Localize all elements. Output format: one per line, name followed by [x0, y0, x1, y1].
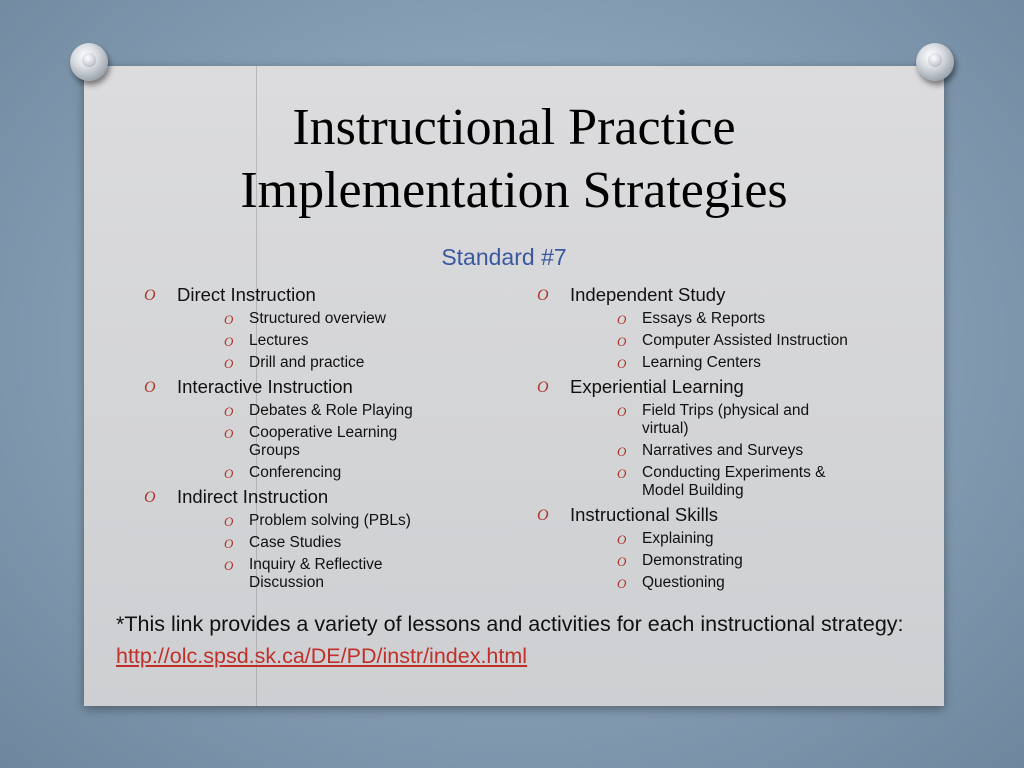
sub-item	[144, 512, 504, 530]
sub-item	[537, 332, 897, 350]
sub-item	[144, 402, 504, 420]
item-label: Experiential Learning	[570, 376, 744, 397]
pushpin-icon	[70, 43, 108, 81]
sub-item-label: Problem solving (PBLs)	[249, 512, 411, 529]
bullet-icon: O	[224, 404, 234, 419]
sub-item-label: Computer Assisted Instruction	[642, 332, 848, 349]
sub-item-label: Essays & Reports	[642, 310, 766, 327]
sub-item	[537, 402, 897, 438]
sub-item-label: Inquiry & Reflective Discussion	[249, 556, 383, 591]
right-column	[537, 284, 897, 596]
bullet-icon: O	[617, 334, 627, 349]
sub-item	[537, 530, 897, 548]
sub-item-label: Conducting Experiments & Model Building	[642, 464, 826, 499]
bullet-icon: O	[617, 554, 627, 569]
bullet-icon: O	[224, 466, 234, 481]
item-label: Interactive Instruction	[177, 376, 353, 397]
bullet-icon: O	[224, 514, 234, 529]
sub-item	[537, 310, 897, 328]
list-item	[144, 376, 504, 398]
bullet-icon: O	[617, 444, 627, 459]
bullet-icon: O	[224, 558, 234, 573]
sub-item-label: Narratives and Surveys	[642, 442, 804, 459]
bullet-icon: O	[617, 576, 627, 591]
sub-item	[144, 424, 504, 460]
bullet-icon: O	[537, 507, 549, 524]
item-label: Instructional Skills	[570, 504, 719, 525]
bullet-icon: O	[144, 379, 156, 396]
bullet-icon: O	[617, 312, 627, 327]
bullet-icon: O	[537, 287, 549, 304]
sub-item	[144, 354, 504, 372]
sub-item-label: Field Trips (physical and virtual)	[642, 402, 810, 437]
sub-item-label: Cooperative Learning Groups	[249, 424, 398, 459]
sub-item-label: Case Studies	[249, 534, 342, 551]
sub-item-label: Demonstrating	[642, 552, 743, 569]
sub-item	[144, 310, 504, 328]
sub-item	[537, 574, 897, 592]
bullet-icon: O	[144, 287, 156, 304]
title-line-2: Implementation Strategies	[240, 162, 788, 219]
list-item	[144, 284, 504, 306]
bullet-icon: O	[224, 356, 234, 371]
slide-title	[84, 96, 944, 222]
sub-item	[537, 354, 897, 372]
sub-item-label: Conferencing	[249, 464, 342, 481]
pushpin-icon	[916, 43, 954, 81]
sub-item	[537, 464, 897, 500]
bullet-icon: O	[537, 379, 549, 396]
sub-item	[537, 552, 897, 570]
item-label: Independent Study	[570, 284, 726, 305]
sub-item	[144, 556, 504, 592]
title-line-1: Instructional Practice	[292, 99, 736, 156]
bullet-icon: O	[617, 404, 627, 419]
item-label: Direct Instruction	[177, 284, 316, 305]
item-label: Indirect Instruction	[177, 486, 329, 507]
footer-text: *This link provides a variety of lessons and activities for each instructional strategy:	[116, 612, 904, 636]
footer-note	[116, 608, 926, 672]
bullet-icon: O	[617, 356, 627, 371]
bullet-icon: O	[617, 466, 627, 481]
bullet-icon: O	[617, 532, 627, 547]
bullet-icon: O	[224, 312, 234, 327]
left-column	[144, 284, 504, 596]
sub-item	[144, 332, 504, 350]
bullet-icon: O	[224, 536, 234, 551]
sub-item-label: Lectures	[249, 332, 309, 349]
sub-item-label: Drill and practice	[249, 354, 365, 371]
bullet-icon: O	[144, 489, 156, 506]
list-item	[144, 486, 504, 508]
sub-item-label: Explaining	[642, 530, 714, 547]
list-item	[537, 504, 897, 526]
sub-item	[144, 534, 504, 552]
bullet-icon: O	[224, 426, 234, 441]
sub-item-label: Learning Centers	[642, 354, 761, 371]
bullet-icon: O	[224, 334, 234, 349]
slide-subtitle: Standard #7	[441, 244, 567, 270]
sub-item	[144, 464, 504, 482]
list-item	[537, 376, 897, 398]
sub-item-label: Structured overview	[249, 310, 386, 327]
sub-item	[537, 442, 897, 460]
sub-item-label: Debates & Role Playing	[249, 402, 413, 419]
list-item	[537, 284, 897, 306]
resource-link[interactable]: http://olc.spsd.sk.ca/DE/PD/instr/index.html	[116, 644, 528, 668]
sub-item-label: Questioning	[642, 574, 725, 591]
